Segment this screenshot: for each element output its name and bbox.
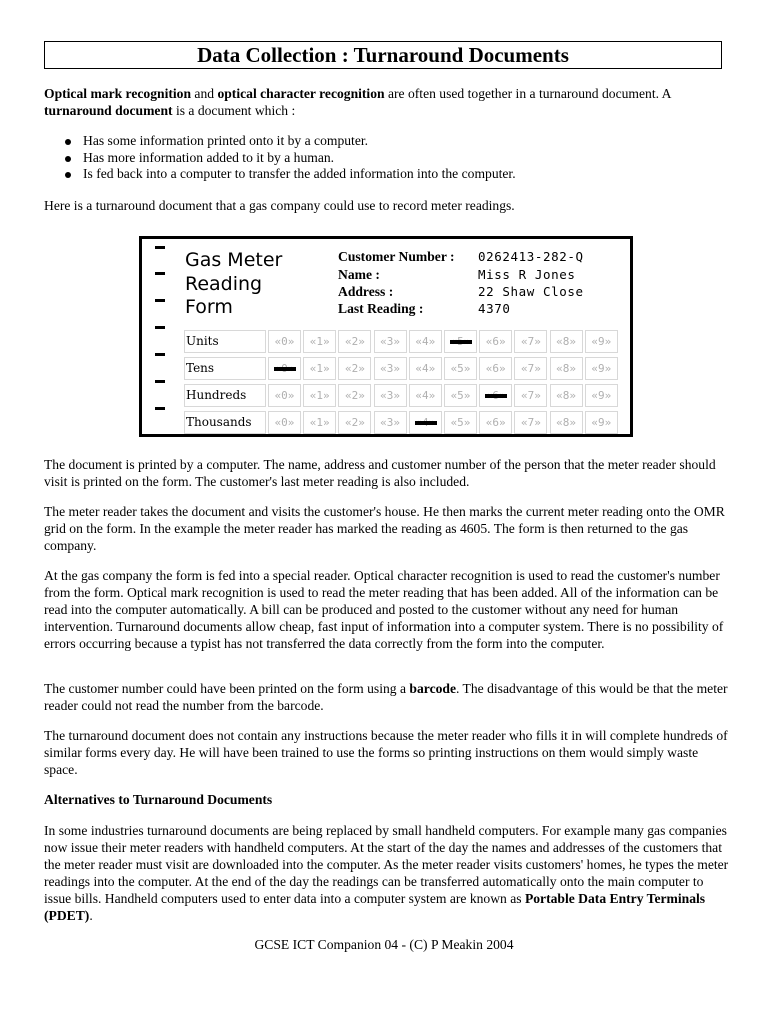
omr-cell[interactable]: «1»: [303, 330, 336, 353]
omr-cell[interactable]: «3»: [374, 357, 407, 380]
pencil-mark: [274, 367, 296, 371]
omr-cell[interactable]: «5»: [444, 411, 477, 434]
omr-row-label: Hundreds: [184, 384, 266, 407]
timing-mark: [155, 272, 165, 275]
list-item: [44, 133, 724, 150]
omr-cell[interactable]: «0»: [268, 330, 301, 353]
timing-mark: [155, 407, 165, 410]
bullet-icon: [65, 172, 71, 178]
name-label: Name :: [338, 267, 380, 282]
pencil-mark: [485, 394, 507, 398]
customer-number-label: Customer Number :: [338, 249, 455, 264]
omr-cell[interactable]: [479, 384, 512, 407]
intro-text-2: are often used together in a turnaround document. A: [384, 86, 671, 101]
timing-mark: [155, 380, 165, 383]
omr-cell[interactable]: «5»: [444, 357, 477, 380]
omr-cell[interactable]: «4»: [409, 357, 442, 380]
omr-cell[interactable]: «7»: [514, 411, 547, 434]
omr-cell[interactable]: «9»: [585, 357, 618, 380]
customer-number-value: 0262413-282-Q: [478, 249, 584, 264]
omr-row-label: Thousands: [184, 411, 266, 434]
gas-meter-form: [139, 236, 633, 437]
form-title-line: Gas Meter: [185, 249, 283, 271]
omr-cell[interactable]: «9»: [585, 384, 618, 407]
omr-cell[interactable]: «5»: [444, 384, 477, 407]
omr-cell[interactable]: «1»: [303, 411, 336, 434]
bullet-list: [44, 133, 724, 183]
omr-cell[interactable]: «8»: [550, 411, 583, 434]
list-item: [44, 150, 724, 167]
list-item-text: Has more information added to it by a human.: [83, 149, 335, 165]
timing-mark: [155, 299, 165, 302]
omr-cell[interactable]: «3»: [374, 330, 407, 353]
last-reading-value: 4370: [478, 301, 511, 316]
barcode-text-2: . The disadvantage of this would be that the meter reader could not read the number from the barcode.: [44, 681, 728, 713]
paragraph-alternatives: [44, 822, 734, 924]
omr-cell[interactable]: [268, 357, 301, 380]
alternatives-text-1: In some industries turnaround documents are being replaced by small handheld computers. For example many gas companies now issue their meter readers with handheld computers. At the start of the day the names and addresses of the customers that the meter reader must visit are downloaded into the computer. As the meter reader visits customers' homes, he types the meter readings into the computer. At the end of the day the readings can be transferred automatically onto the main computer to issue bills. Handheld computers used to enter data into a computer system are known as: [44, 823, 729, 906]
term-pdet: Portable Data Entry Terminals (PDET): [44, 891, 706, 923]
term-omr: Optical mark recognition: [44, 86, 192, 101]
pencil-mark: [450, 340, 472, 344]
omr-cell[interactable]: «3»: [374, 411, 407, 434]
timing-mark: [155, 246, 165, 249]
omr-cell[interactable]: «9»: [585, 411, 618, 434]
omr-cell[interactable]: «9»: [585, 330, 618, 353]
omr-cell[interactable]: «1»: [303, 384, 336, 407]
omr-cell[interactable]: [444, 330, 477, 353]
omr-cell[interactable]: «0»: [268, 411, 301, 434]
omr-cell[interactable]: [409, 411, 442, 434]
paragraph-instructions: The turnaround document does not contain any instructions because the meter reader who fills it in will complete hundreds of similar forms every day. He will have been trained to use the forms so printing instructions on them would simply waste space.: [44, 728, 728, 777]
omr-cell[interactable]: «2»: [338, 384, 371, 407]
omr-cell[interactable]: «7»: [514, 330, 547, 353]
list-item-text: Has some information printed onto it by a computer.: [83, 133, 369, 148]
omr-cell[interactable]: «7»: [514, 384, 547, 407]
address-label: Address :: [338, 284, 394, 299]
bullet-icon: [65, 139, 71, 145]
omr-cell[interactable]: «4»: [409, 330, 442, 353]
omr-cell[interactable]: «8»: [550, 384, 583, 407]
paragraph-printed: The document is printed by a computer. The name, address and customer number of the person that the meter reader should visit is printed on the form. The customer's last meter reading is also included.: [44, 457, 716, 489]
omr-cell[interactable]: «2»: [338, 330, 371, 353]
term-barcode: barcode: [409, 681, 456, 696]
omr-cell[interactable]: «8»: [550, 357, 583, 380]
form-title-line: Form: [185, 296, 233, 318]
list-item: [44, 166, 724, 183]
last-reading-label: Last Reading :: [338, 301, 424, 316]
paragraph-barcode: [44, 680, 734, 714]
form-title-line: Reading: [185, 273, 263, 295]
omr-cell[interactable]: «3»: [374, 384, 407, 407]
omr-cell[interactable]: «2»: [338, 357, 371, 380]
list-item-text: Is fed back into a computer to transfer the added information into the computer.: [83, 166, 516, 181]
bullet-icon: [65, 156, 71, 162]
omr-row-label: Tens: [184, 357, 266, 380]
lead-in-paragraph: Here is a turnaround document that a gas company could use to record meter readings.: [44, 198, 515, 213]
term-turnaround: turnaround document: [44, 103, 173, 118]
page-title: Data Collection : Turnaround Documents: [44, 41, 722, 69]
address-value: 22 Shaw Close: [478, 284, 584, 299]
barcode-text-1: The customer number could have been printed on the form using a: [44, 681, 410, 696]
alternatives-text-2: .: [89, 908, 93, 923]
paragraph-meter-reader: The meter reader takes the document and visits the customer's house. He then marks the current meter reading onto the OMR grid on the form. In the example the meter reader has marked the reading as 4605. The form is then returned to the gas company.: [44, 504, 725, 553]
pencil-mark: [415, 421, 437, 425]
paragraph-gas-company: At the gas company the form is fed into a special reader. Optical character recognition is used to read the customer's number from the form. Optical mark recognition is used to read the meter reading that has been added. All of the information can be read into the computer automatically. A bill can be produced and posted to the customer without any need for human intervention. Turnaround documents allow cheap, fast input of information into a computer system. There is no possibility of errors occurring because a typist has not transferred the data correctly from the form into the computer.: [44, 568, 724, 651]
section-subheading: Alternatives to Turnaround Documents: [44, 792, 273, 807]
timing-mark: [155, 326, 165, 329]
omr-cell[interactable]: «6»: [479, 357, 512, 380]
page-footer: GCSE ICT Companion 04 - (C) P Meakin 2004: [254, 937, 514, 952]
intro-text-3: is a document which :: [172, 103, 296, 118]
name-value: Miss R Jones: [478, 267, 576, 282]
omr-cell[interactable]: «2»: [338, 411, 371, 434]
omr-cell[interactable]: «8»: [550, 330, 583, 353]
omr-cell[interactable]: «1»: [303, 357, 336, 380]
omr-cell[interactable]: «4»: [409, 384, 442, 407]
timing-mark: [155, 353, 165, 356]
omr-cell[interactable]: «6»: [479, 330, 512, 353]
omr-cell[interactable]: «7»: [514, 357, 547, 380]
intro-paragraph: [44, 85, 734, 119]
term-ocr: optical character recognition: [217, 86, 385, 101]
omr-cell[interactable]: «6»: [479, 411, 512, 434]
omr-row-label: Units: [184, 330, 266, 353]
intro-text-1: and: [191, 86, 218, 101]
omr-cell[interactable]: «0»: [268, 384, 301, 407]
